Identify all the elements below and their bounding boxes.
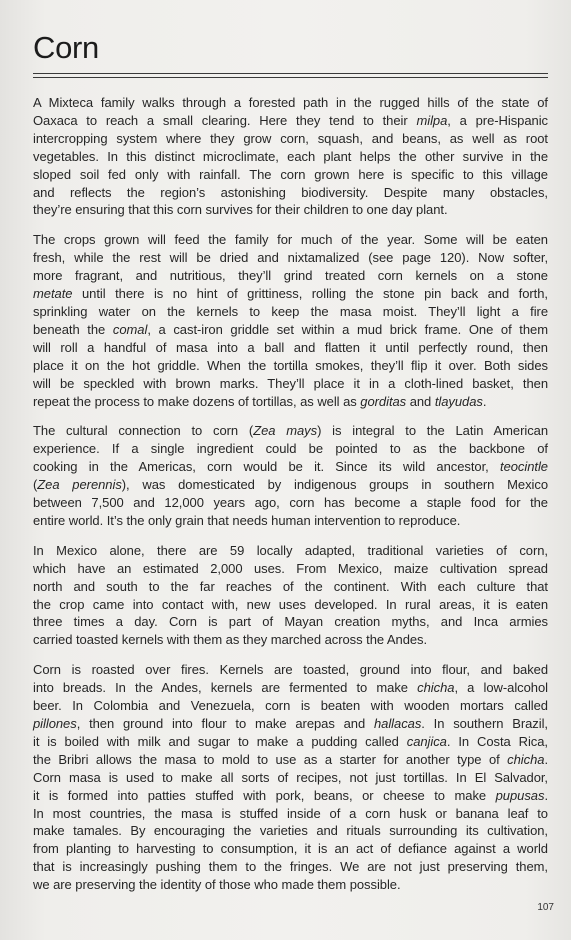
text-line: pillones, then ground into flour to make arepas and hallacas. In southern Brazil,	[33, 716, 548, 731]
text-line: (Zea perennis), was domesticated by indigenous groups in southern Mexico	[33, 477, 549, 493]
text-line: more fragrant, and nutritious, they’ll grind treated corn kernels on a stone	[33, 268, 548, 284]
text-line: intercropping system where they grow corn, squash, and beans, as well as root	[33, 130, 548, 146]
text-line: and reflects the region’s astonishing biodiversity. Despite many obstacles,	[33, 184, 548, 200]
text-line: that is increasingly pushing them to the fringes. We are not just preserving them,	[33, 859, 548, 875]
text-line: Corn masa is used to make all sorts of recipes, not just tortillas. In El Salvador,	[33, 769, 548, 785]
text-line: A Mixteca family walks through a forested path in the rugged hills of the state of	[33, 95, 548, 110]
paragraph-3	[33, 422, 548, 529]
text-line: metate until there is no hint of grittiness, rolling the stone pin back and forth,	[33, 286, 548, 302]
page-number: 107	[537, 902, 554, 913]
text-line: entire world. It’s the only grain that needs human intervention to reproduce.	[33, 512, 461, 528]
text-line: sloped soil fed only with rainfall. The corn grown here is specific to this village	[33, 166, 548, 182]
text-line: place it on the hot griddle. When the tortilla smokes, they’ll flip it over. Both sides	[33, 357, 548, 373]
text-line: beer. In Colombia and Venezuela, corn is beaten with wooden mortars called	[33, 698, 548, 714]
text-line: fresh, while the rest will be dried and nixtamalized (see page 120). Now softer,	[33, 250, 548, 266]
paragraph-4	[33, 542, 548, 649]
text-line: experience. If a single ingredient could be pointed to as the backbone of	[33, 441, 548, 457]
page-title: Corn	[33, 30, 99, 65]
text-line: they’re ensuring that this corn survives for their children to one day plant.	[33, 202, 448, 218]
text-line: it is formed into patties stuffed with pork, beans, or cheese to make pupusas.	[33, 787, 548, 803]
text-line: repeat the process to make dozens of tortillas, as well as gorditas and tlayudas.	[33, 393, 487, 409]
paragraph-5	[33, 661, 548, 894]
text-line: sprinkling water on the kernels to keep the masa moist. They’ll light a fire	[33, 303, 548, 319]
text-line: we are preserving the identity of those who made them possible.	[33, 877, 401, 893]
text-line: In Mexico alone, there are 59 locally adapted, traditional varieties of corn,	[33, 542, 548, 558]
title-rule-bottom	[33, 77, 548, 78]
text-line: Corn is roasted over fires. Kernels are toasted, ground into flour, and baked	[33, 662, 548, 678]
text-line: the crop came into contact with, new uses developed. In rural areas, it is eaten	[33, 596, 548, 612]
text-line: In most countries, the masa is stuffed inside of a corn husk or banana leaf to	[33, 805, 548, 821]
text-line: Oaxaca to reach a small clearing. Here they tend to their milpa, a pre-Hispanic	[33, 112, 548, 128]
text-line: it is boiled with milk and sugar to make a pudding called canjica. In Costa Rica,	[33, 733, 548, 749]
text-line: into breads. In the Andes, kernels are fermented to make chicha, a low-alcohol	[33, 680, 548, 696]
text-line: beneath the comal, a cast-iron griddle set within a mud brick frame. One of them	[33, 321, 549, 337]
text-line: The cultural connection to corn (Zea mays) is integral to the Latin American	[33, 423, 549, 439]
paragraph-1	[33, 94, 548, 219]
text-line: from planting to harvesting to consumption, it is an act of defiance against a world	[33, 841, 548, 857]
text-line: vegetables. In this distinct microclimate, each plant helps the other survive in the	[33, 148, 548, 164]
text-line: north and south to the far reaches of the continent. With each culture that	[33, 578, 548, 594]
text-line: the Bribri allows the masa to mold to use as a starter for another type of chicha.	[33, 751, 548, 767]
text-line: will be speckled with brown marks. They’ll place it in a cloth-lined basket, then	[33, 375, 548, 391]
text-line: make tamales. By encouraging the varieties and rituals surrounding its cultivation,	[33, 823, 548, 839]
text-line: will roll a handful of masa into a ball and flatten it until perfectly round, then	[33, 339, 548, 355]
paragraph-2	[33, 231, 548, 410]
text-line: carried toasted kernels with them as they marched across the Andes.	[33, 632, 428, 648]
text-line: between 7,500 and 12,000 years ago, corn has become a staple food for the	[33, 495, 548, 511]
text-line: three times a day. Corn is part of Mayan creation myths, and Inca armies	[33, 614, 548, 630]
text-line: cooking in the Americas, corn would be it. Since its wild ancestor, teocintle	[33, 459, 548, 475]
title-rule-top	[33, 73, 548, 74]
article-body	[33, 94, 548, 906]
text-line: which have an estimated 2,000 uses. From Mexico, maize cultivation spread	[33, 560, 548, 576]
text-line: The crops grown will feed the family for much of the year. Some will be eaten	[33, 232, 548, 248]
